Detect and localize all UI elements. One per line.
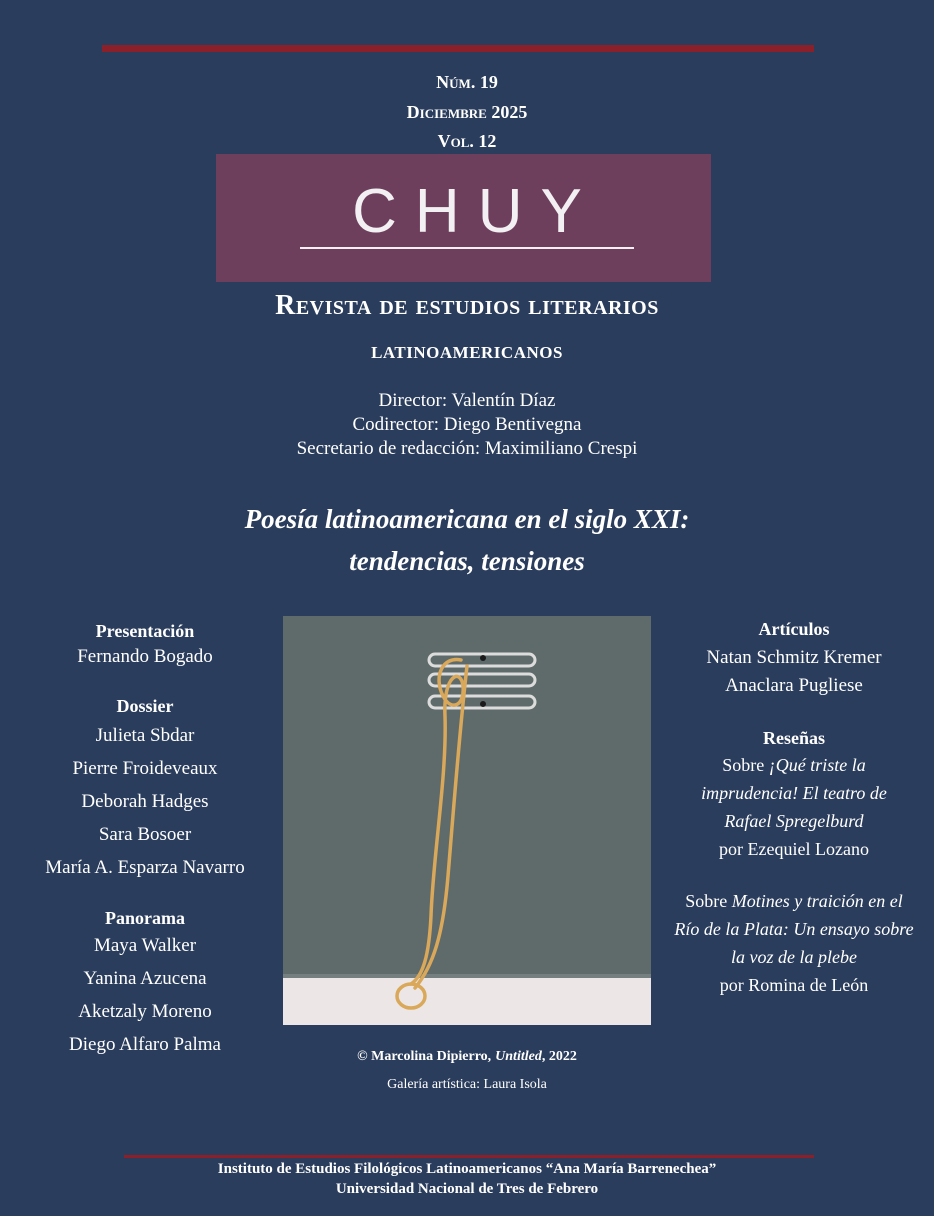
panorama-author: Aketzaly Moreno [78,1001,212,1022]
review-2-title: Motines y traición en el [731,891,903,911]
issue-date: Diciembre 2025 [406,102,528,122]
review-1-title: ¡Qué triste la [768,755,866,775]
codirector: Codirector: Diego Bentivegna [352,414,582,435]
footer-institute: Instituto de Estudios Filológicos Latinoamericanos “Ana María Barrenechea” [217,1161,717,1177]
presentation-heading: Presentación [95,621,195,641]
artwork-year: , 2022 [541,1049,577,1064]
articles-heading: Artículos [758,619,830,639]
right-column [664,619,924,999]
dossier-author: Deborah Hadges [81,791,209,812]
review-1 [664,751,924,863]
review-1-title: Rafael Spregelburd [724,811,864,831]
secretary: Secretario de redacción: Maximiliano Crespi [296,438,638,459]
artwork-credit: © Marcolina Dipierro, [357,1049,492,1064]
gallery-credit: Galería artística: Laura Isola [387,1077,547,1092]
reviews-heading: Reseñas [763,728,825,748]
panorama-heading: Panorama [105,908,185,928]
panorama-author: Diego Alfaro Palma [69,1034,221,1055]
artwork-image [283,616,651,1025]
dossier-author: María A. Esparza Navarro [45,857,245,878]
left-column [30,621,260,1061]
issue-volume: Vol. 12 [437,131,497,151]
panorama-author: Maya Walker [93,935,197,956]
review-1-prefix: Sobre [722,755,769,775]
footer-university: Universidad Nacional de Tres de Febrero [335,1181,599,1197]
review-2-title: Río de la Plata: Un ensayo sobre [674,919,914,939]
dossier-heading: Dossier [116,696,174,716]
review-2 [664,887,924,999]
dossier-author: Julieta Sbdar [95,725,195,746]
panorama-author: Yanina Azucena [83,968,207,989]
cover-artwork [283,616,651,1025]
journal-title-line2: latinoamericanos [371,338,563,364]
director: Director: Valentín Díaz [378,390,556,411]
review-2-title: la voz de la plebe [731,947,857,967]
theme-title-line1: Poesía latinoamericana en el siglo XXI: [244,504,690,534]
top-rule [102,45,814,52]
issue-number: Núm. 19 [436,72,498,92]
review-2-reviewer: por Romina de León [719,975,869,995]
theme-title-line2: tendencias, tensiones [349,546,585,576]
logo-underline [300,247,634,249]
article-author: Anaclara Pugliese [725,675,863,696]
article-author: Natan Schmitz Kremer [706,647,882,668]
artwork-caption [283,1047,651,1065]
journal-logo: CHUY [352,177,600,246]
dossier-author: Pierre Froideveaux [72,758,218,779]
journal-title-line1: Revista de estudios literarios [275,290,659,321]
artwork-title: Untitled [495,1049,542,1064]
review-1-title: imprudencia! El teatro de [701,783,887,803]
dossier-author: Sara Bosoer [98,824,192,845]
review-1-reviewer: por Ezequiel Lozano [719,839,869,859]
presentation-author: Fernando Bogado [77,646,213,667]
bottom-rule [124,1155,814,1158]
review-2-prefix: Sobre [685,891,732,911]
